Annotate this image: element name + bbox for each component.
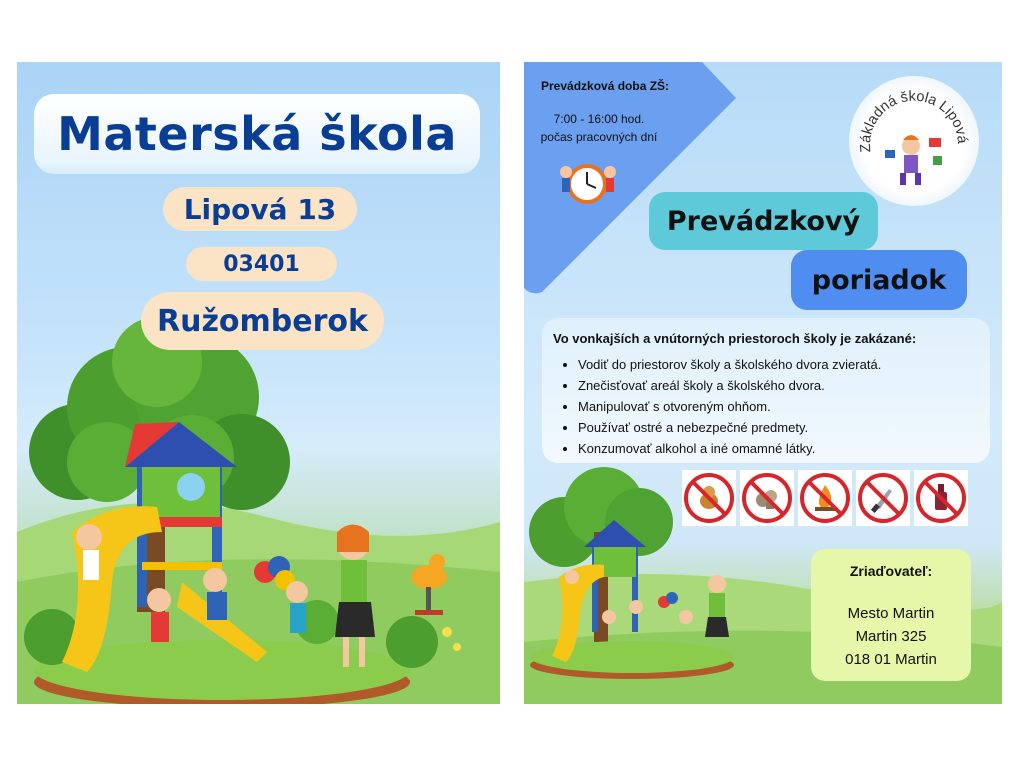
opening-hours-title: Prevádzková doba ZŠ: (541, 79, 670, 93)
no-litter-icon (740, 470, 794, 526)
no-alcohol-icon (914, 470, 968, 526)
rules-heading-line2: poriadok (791, 250, 967, 310)
opening-hours (524, 62, 736, 292)
title-box (34, 94, 480, 174)
list-item: • Manipulovať s otvoreným ohňom. (578, 396, 881, 417)
rules-title: Vo vonkajších a vnútorných priestoroch školy je zakázané: (553, 331, 917, 346)
kindergarten-poster (17, 62, 500, 704)
founder-city: 018 01 Martin (845, 651, 937, 668)
rules-poster (524, 62, 1002, 704)
list-item: • Používať ostré a nebezpečné predmety. (578, 417, 881, 438)
list-item: • Konzumovať alkohol a iné omamné látky. (578, 438, 881, 459)
no-animals-icon (682, 470, 736, 526)
founder-title: Zriaďovateľ: (849, 563, 933, 579)
no-knife-icon (856, 470, 910, 526)
founder-name: Mesto Martin (847, 605, 935, 622)
list-item: • Vodiť do priestorov školy a školského dvora zvieratá. (578, 354, 881, 375)
school-logo-text: Základná škola Lipová (857, 88, 971, 153)
address-street: Lipová 13 (163, 187, 357, 231)
opening-hours-days: počas pracovných dní (540, 130, 658, 144)
school-logo (849, 76, 979, 206)
page-title: Materská škola (57, 107, 457, 161)
address-postal-code: 03401 (186, 247, 337, 281)
rules-list (578, 354, 881, 459)
rules-heading-line1: Prevádzkový (649, 192, 878, 250)
address-city: Ružomberok (141, 292, 384, 350)
opening-hours-time: 7:00 - 16:00 hod. (553, 112, 645, 126)
founder-street: Martin 325 (855, 628, 927, 645)
list-item: • Znečisťovať areál školy a školského dvora. (578, 375, 881, 396)
rules-box (542, 318, 990, 463)
founder-box (811, 549, 971, 681)
prohibition-signs (682, 470, 970, 528)
no-fire-icon (798, 470, 852, 526)
